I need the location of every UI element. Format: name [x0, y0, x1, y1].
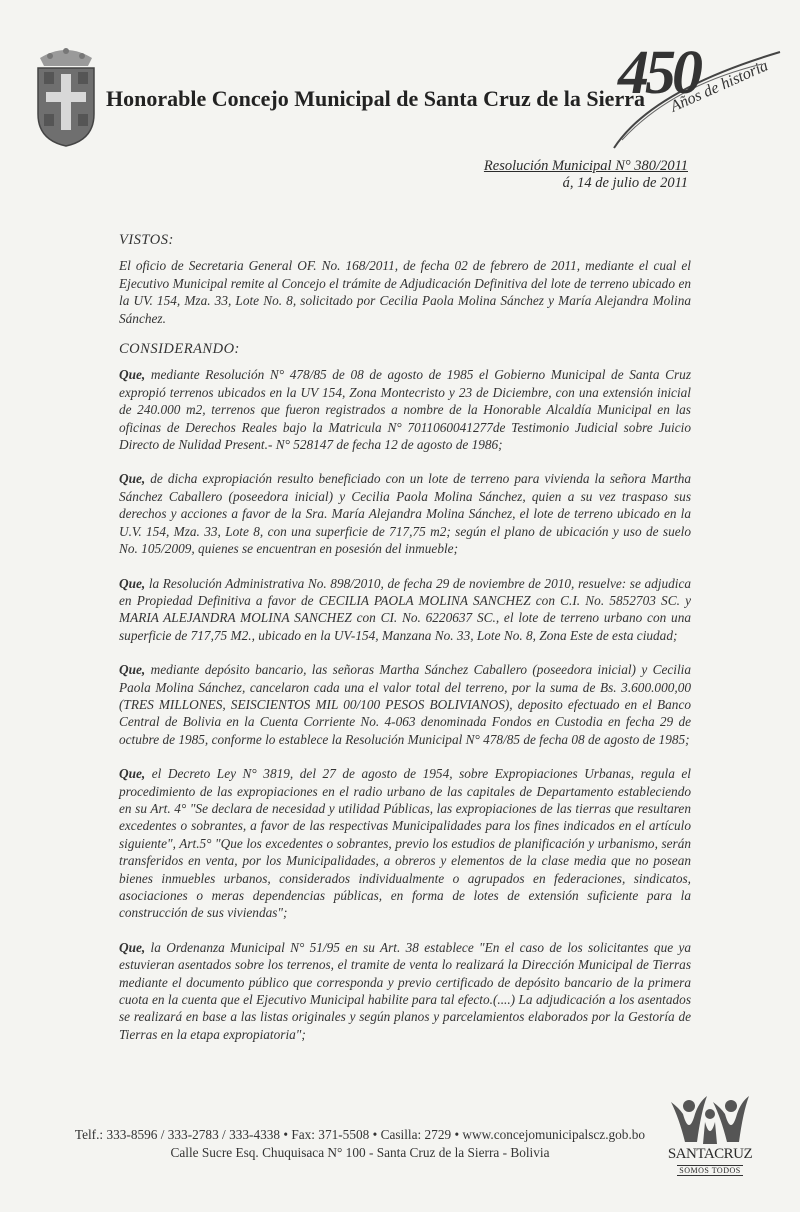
vistos-heading: VISTOS:	[119, 232, 174, 248]
logo-brand: SANTACRUZ	[667, 1146, 753, 1162]
paragraph-text: mediante depósito bancario, las señoras Martha Sánchez Caballero (poseedora inicial) y Cecilia Paola Molina Sánchez, cancelaron cada una el valor total del terreno, por la suma de Bs. 3.600.000,00 (TRES MILLONES, SEISCIENTOS MIL 00/100 PESOS BOLIVIANOS), deposito efectuado en el Banco Central de Bolivia en la Cuenta Corriente No. 4-063 denominada Fondos en Custodia en fecha 29 de octubre de 1985, conforme lo establece la Resolución Municipal N° 478/85 de fecha 08 de agosto de 1985;	[119, 662, 691, 747]
footer	[60, 1126, 660, 1162]
paragraph-lead: Que,	[119, 939, 146, 955]
anniversary-450-logo	[612, 30, 782, 150]
paragraph-text: la Ordenanza Municipal N° 51/95 en su Art. 38 establece "En el caso de los solicitantes que ya estuvieran asentados sobre los terrenos, el tramite de venta lo realizará la Dirección Municipal de Tierras mediante el documento público que corresponda y previo certificado de depósito bancario de la primera cuota en la cuenta que el Ejecutivo Municipal habilite para tal efecto.(....) La adjudicación a los asentados se realizará en base a las listas originales y según planos y parcelamientos elaborados por la Gestoría de Tierras en la etapa expropiatoria";	[119, 939, 691, 1042]
considerando-paragraph	[119, 765, 691, 922]
resolution-ref: Resolución Municipal N° 380/2011	[483, 158, 688, 174]
people-figures-icon	[655, 1092, 765, 1148]
paragraph-text: el Decreto Ley N° 3819, del 27 de agosto de 1954, sobre Expropiaciones Urbanas, regula el procedimiento de las expropiaciones en el radio urbano de las capitales de Departamento estableciendo en su Art. 4° "Se declara de necesidad y utilidad Públicas, las expropiaciones de las tierras que resultaren excedentes o sobrantes, a favor de las respectivas Municipalidades para los fines indicados en el artículo siguiente", Art.5° "Que los excedentes o sobrantes, previo los estudios de planificación y urbanismo, serán transferidos en venta, por los Municipalidades, a obreros y elementos de la clase media que no posean bienes inmuebles urbanos, considerados individualmente o agrupados en federaciones, sindicatos, asociaciones o meras dependencias públicas, en forma de lotes de extensión suficiente para la construcción de sus viviendas";	[119, 766, 691, 921]
resolution-date: á, 14 de julio de 2011	[562, 175, 688, 191]
paragraph-lead: Que,	[119, 575, 146, 591]
logo-motto: SOMOS TODOS	[677, 1165, 743, 1176]
address-line: Calle Sucre Esq. Chuquisaca N° 100 - Santa Cruz de la Sierra - Bolivia	[170, 1145, 550, 1160]
considerando-paragraph	[119, 939, 691, 1043]
anniversary-number: 450	[618, 39, 699, 107]
considerando-heading: CONSIDERANDO:	[119, 341, 240, 358]
considerando-paragraph	[119, 366, 691, 453]
paragraph-text: la Resolución Administrativa No. 898/2010, de fecha 29 de noviembre de 2010, resuelve: se adjudica en Propiedad Definitiva a favor de CECILIA PAOLA MOLINA SANCHEZ con C.I. No. 5852703 SC. y MARIA ALEJANDRA MOLINA SANCHEZ con CI. No. 6220637 SC., el lote de terreno urbano con una superficie de 717,75 M2., ubicado en la UV-154, Manzana No. 33, Lote No. 8, Zona Este de esta ciudad;	[119, 575, 691, 643]
document-body	[119, 232, 691, 1060]
anniversary-text: Años de historia	[668, 57, 771, 116]
paragraph-lead: Que,	[119, 471, 146, 487]
considerando-paragraph	[119, 661, 691, 748]
resolution-header	[484, 158, 688, 192]
paragraph-lead: Que,	[119, 766, 146, 782]
paragraph-text: mediante Resolución N° 478/85 de 08 de agosto de 1985 el Gobierno Municipal de Santa Cruz expropió terrenos ubicados en la UV 154, Zona Montecristo y 23 de Diciembre, con una extensión inicial de 240.000 m2, terrenos que fueron registrados a nombre de la Honorable Alcaldía Municipal en las oficinas de Derechos Reales bajo la Matricula N° 7011060041277de Testimonio Judicial sobre Juicio Directo de Nulidad Present.- N° 528147 de fecha 12 de agosto de 1986;	[119, 367, 691, 453]
paragraph-lead: Que,	[119, 367, 146, 383]
santa-cruz-people-logo	[655, 1092, 765, 1192]
vistos-paragraph: El oficio de Secretaria General OF. No. 168/2011, de fecha 02 de febrero de 2011, mediante el cual el Ejecutivo Municipal remite al Concejo el trámite de Adjudicación Definitiva del lote de terreno ubicado en la UV. 154, Mza. 33, Lote No. 8, solicitado por Cecilia Paola Molina Sánchez y María Alejandra Molina Sánchez.	[119, 258, 691, 326]
paragraph-lead: Que,	[119, 662, 146, 678]
paragraph-text: de dicha expropiación resulto beneficiado con un lote de terreno para vivienda la señora Martha Sánchez Caballero (poseedora inicial) y Cecilia Paola Molina Sánchez, quien a su vez traspaso sus derechos y acciones a favor de la Sra. María Alejandra Molina Sánchez, el lote de terreno ubicado en la U.V. 154, Mza. 33, Lote 8, con una superficie de 717,75 m2; según el plano de ubicación y uso de suelo No. 105/2009, quienes se encuentran en posesión del inmueble;	[119, 471, 691, 557]
coat-of-arms-icon	[30, 44, 102, 148]
considerando-paragraph	[119, 575, 691, 645]
council-name: Honorable Concejo Municipal de Santa Cruz de la Sierra	[106, 86, 645, 111]
contact-line: Telf.: 333-8596 / 333-2783 / 333-4338 • Fax: 371-5508 • Casilla: 2729 • www.concejomunicipalscz.gob.bo	[74, 1127, 646, 1142]
considerando-paragraph	[119, 470, 691, 557]
